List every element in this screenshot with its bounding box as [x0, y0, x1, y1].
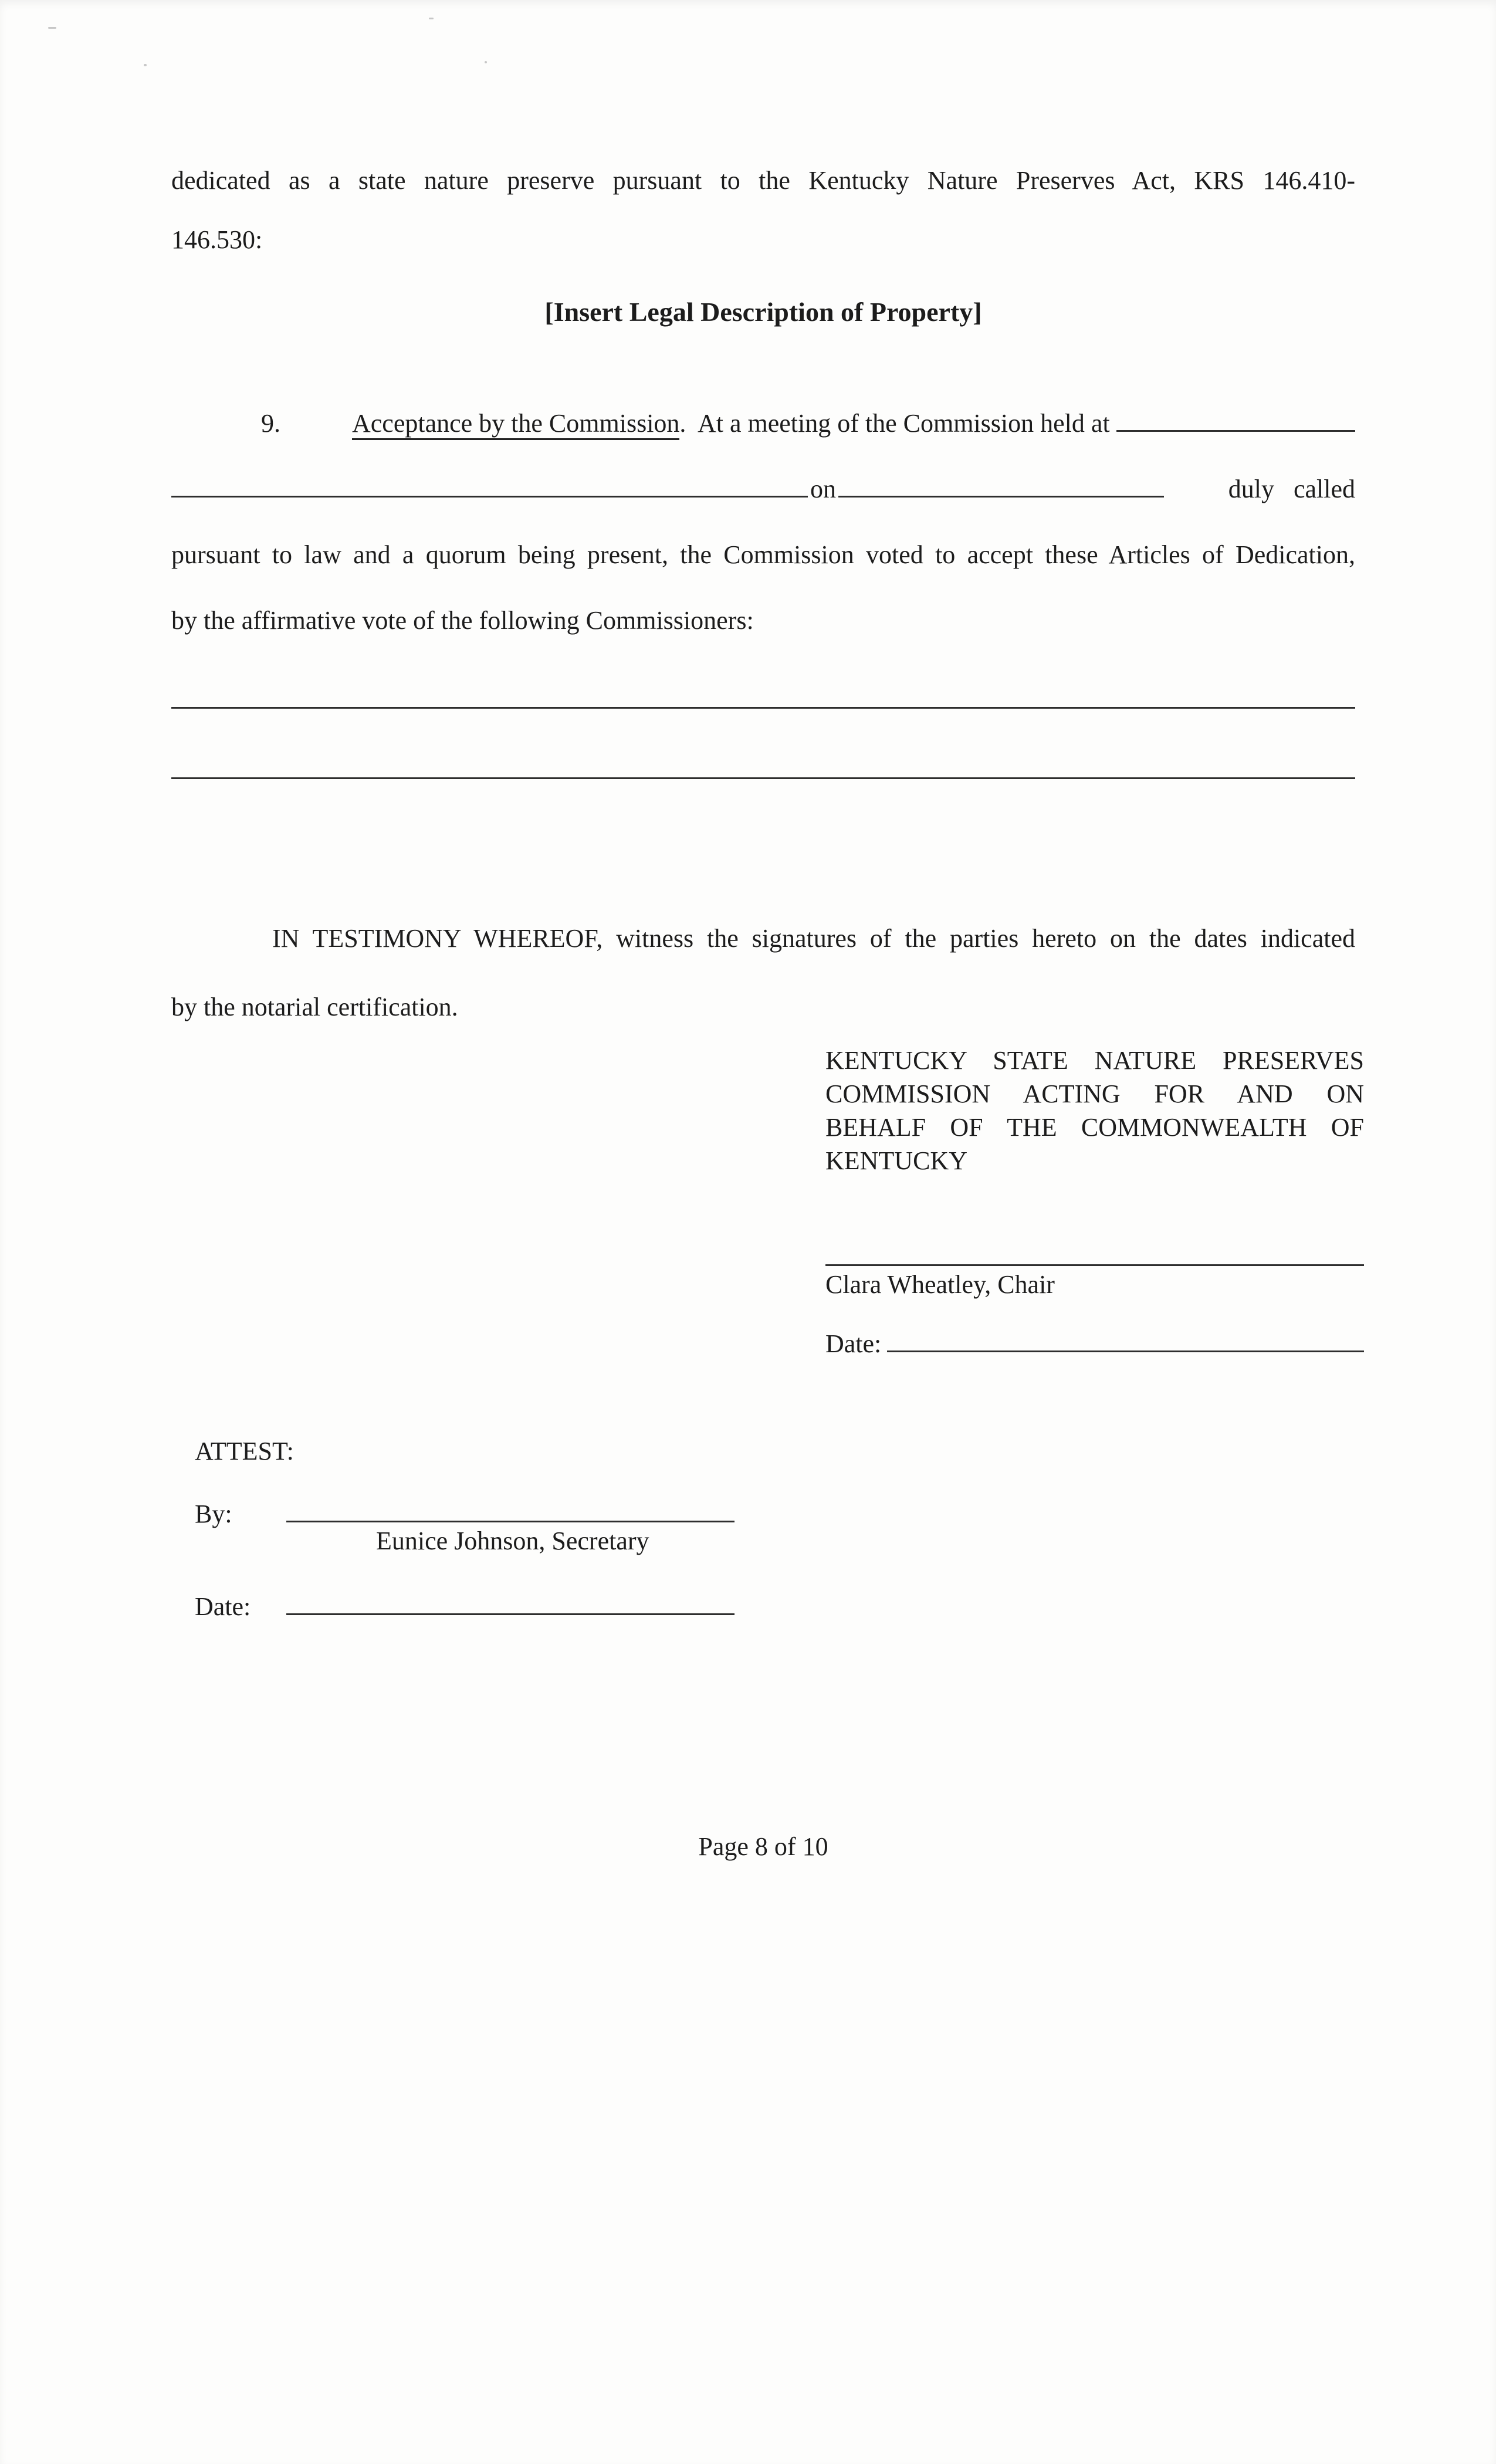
blank-meeting-date: [838, 496, 1164, 497]
section-9: [171, 391, 1355, 654]
commissioners-blank-line-1: [171, 707, 1355, 709]
section-number: 9.: [261, 409, 280, 438]
secretary-name: Eunice Johnson, Secretary: [376, 1527, 649, 1555]
chair-name: Clara Wheatley, Chair: [825, 1270, 1055, 1299]
section-9-line-1: [171, 391, 1355, 456]
intro-paragraph: [171, 151, 1355, 269]
attest-by-row: [195, 1499, 740, 1529]
chair-date-row: [825, 1329, 1364, 1359]
testimony-line-1: IN TESTIMONY WHEREOF, witness the signatures of the parties hereto on the dates indicated: [272, 924, 1355, 953]
blank-meeting-location: [1116, 430, 1355, 432]
commission-name-line: KENTUCKY: [825, 1146, 967, 1175]
commission-name-line: BEHALF OF THE COMMONWEALTH OF: [825, 1113, 1364, 1142]
attest-date-label: Date:: [195, 1592, 251, 1621]
testimony-paragraph: [171, 904, 1355, 1041]
blank-chair-date: [887, 1351, 1364, 1352]
on-label: on: [810, 475, 836, 503]
chair-signature-line: [825, 1264, 1364, 1266]
attest-label: ATTEST:: [195, 1437, 294, 1465]
blank-meeting-location-continued: [171, 496, 808, 497]
commission-name-block: [825, 1044, 1364, 1177]
scan-speck: [48, 27, 56, 29]
attest-date-row: [195, 1592, 740, 1622]
attest-by-label: By:: [195, 1500, 232, 1528]
intro-line-1: dedicated as a state nature preserve pursuant to the Kentucky Nature Preserves Act, KRS 146.410-: [171, 166, 1355, 195]
section-text-after-heading: . At a meeting of the Commission held at: [679, 409, 1116, 438]
chair-date-label: Date:: [825, 1329, 882, 1358]
blank-secretary-signature: [286, 1521, 735, 1522]
page-content: [171, 0, 1364, 2464]
intro-line-2: 146.530:: [171, 225, 263, 254]
commissioners-blank-line-2: [171, 777, 1355, 779]
commission-name-line: KENTUCKY STATE NATURE PRESERVES: [825, 1046, 1364, 1075]
section-heading-underlined: Acceptance by the Commission: [352, 409, 679, 440]
duly-called-text: duly called: [1228, 475, 1355, 503]
page-number-footer: Page 8 of 10: [698, 1832, 828, 1861]
legal-description-heading: [Insert Legal Description of Property]: [544, 297, 982, 327]
section-9-body-line-1: pursuant to law and a quorum being present, the Commission voted to accept these Articles of Dedication,: [171, 540, 1355, 569]
commission-name-line: COMMISSION ACTING FOR AND ON: [825, 1079, 1364, 1108]
testimony-line-2: by the notarial certification.: [171, 993, 458, 1021]
section-9-line-2: [171, 456, 1355, 522]
scan-speck: [144, 64, 147, 66]
section-9-body-line-2: by the affirmative vote of the following Commissioners:: [171, 606, 754, 635]
blank-attest-date: [286, 1613, 735, 1615]
